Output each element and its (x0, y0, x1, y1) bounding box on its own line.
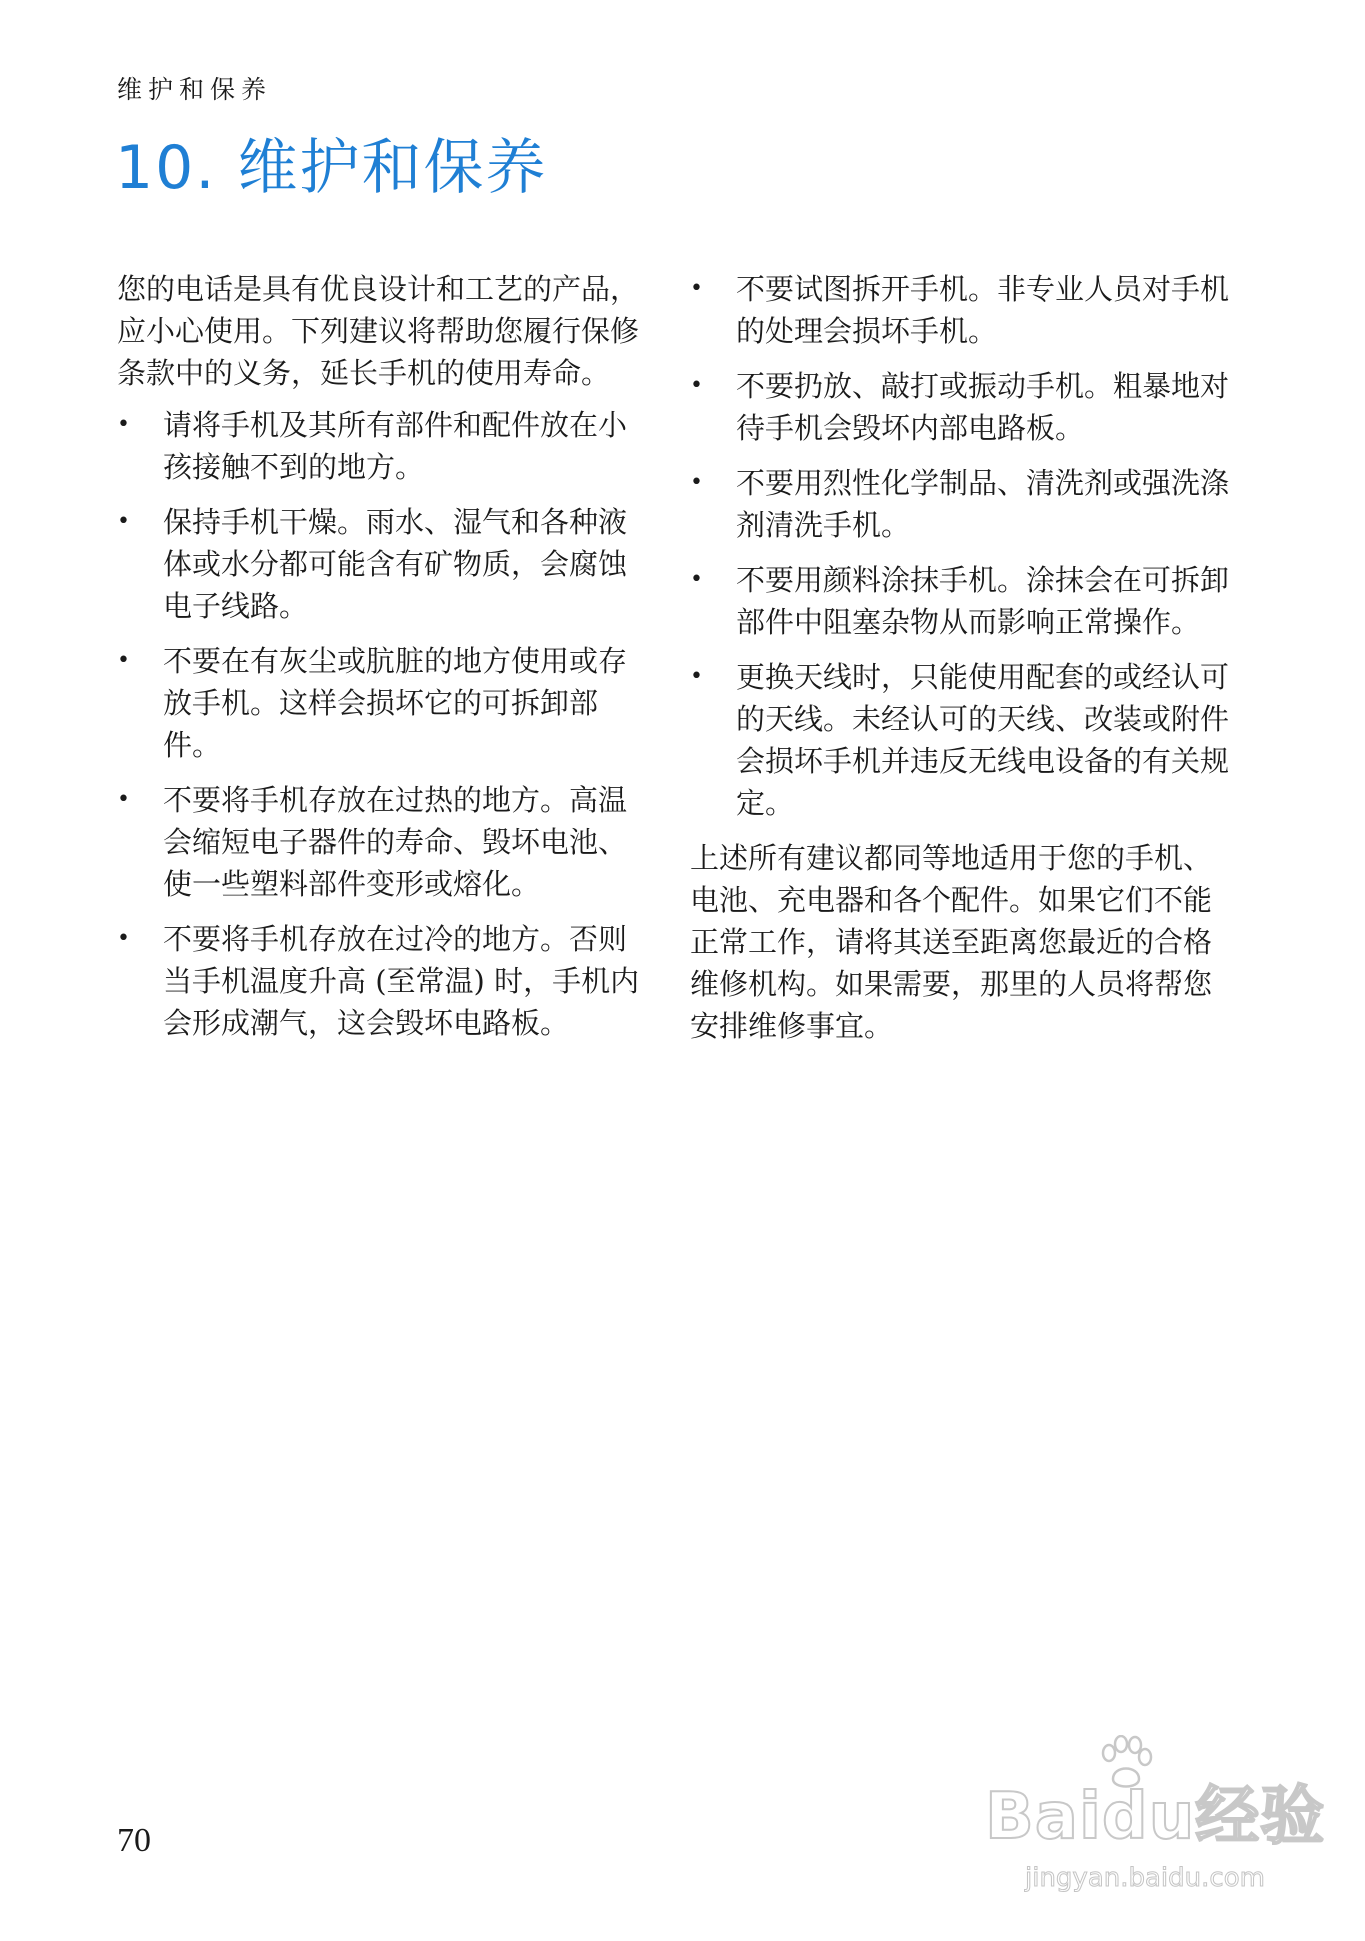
list-item-text: 不要在有灰尘或肮脏的地方使用或存放手机。这样会损坏它的可拆卸部件。 (163, 644, 628, 762)
bullet-icon: • (117, 509, 130, 534)
list-item-text: 不要试图拆开手机。非专业人员对手机的处理会损坏手机。 (736, 272, 1230, 348)
bullet-icon: • (690, 470, 703, 495)
list-item-text: 更换天线时，只能使用配套的或经认可的天线。未经认可的天线、改装或附件会损坏手机并违反无线电设备的有关规定。 (736, 660, 1230, 820)
right-bullet-list (690, 268, 1230, 824)
list-item (117, 640, 647, 766)
left-bullet-list (117, 404, 647, 1044)
list-item-text: 不要将手机存放在过冷的地方。否则当手机温度升高 (至常温) 时，手机内会形成潮气，这会毁坏电路板。 (163, 922, 640, 1040)
chapter-title: 10. 维护和保养 (115, 133, 548, 203)
closing-paragraph: 上述所有建议都同等地适用于您的手机、电池、充电器和各个配件。如果它们不能正常工作，请将其送至距离您最近的合格维修机构。如果需要，那里的人员将帮您安排维修事宜。 (690, 841, 1213, 1043)
bullet-icon: • (690, 664, 703, 689)
bullet-icon: • (690, 276, 703, 301)
list-item-text: 不要将手机存放在过热的地方。高温会缩短电子器件的寿命、毁坏电池、使一些塑料部件变形或熔化。 (163, 783, 628, 901)
list-item-text: 不要扔放、敲打或振动手机。粗暴地对待手机会毁坏内部电路板。 (736, 369, 1230, 445)
watermark-url: jingyan.baidu.com (1025, 1863, 1265, 1893)
bullet-icon: • (690, 567, 703, 592)
intro-paragraph: 您的电话是具有优良设计和工艺的产品，应小心使用。下列建议将帮助您履行保修条款中的义务，延长手机的使用寿命。 (117, 272, 640, 390)
bullet-icon: • (117, 412, 130, 437)
list-item (690, 559, 1230, 643)
right-column (690, 268, 1230, 1057)
bullet-icon: • (117, 787, 130, 812)
bullet-icon: • (117, 648, 130, 673)
watermark-logo-text: Baidu经验 (985, 1780, 1326, 1854)
list-item (117, 779, 647, 905)
list-item-text: 不要用烈性化学制品、清洗剂或强洗涤剂清洗手机。 (736, 466, 1230, 542)
list-item (117, 404, 647, 488)
list-item (690, 365, 1230, 449)
bullet-icon: • (690, 373, 703, 398)
bullet-icon: • (117, 926, 130, 951)
list-item-text: 请将手机及其所有部件和配件放在小孩接触不到的地方。 (163, 408, 628, 484)
baidu-jingyan-watermark (965, 1745, 1326, 1915)
list-item (117, 501, 647, 627)
page-number: 70 (117, 1822, 151, 1859)
list-item (690, 268, 1230, 352)
list-item-text: 保持手机干燥。雨水、湿气和各种液体或水分都可能含有矿物质，会腐蚀电子线路。 (163, 505, 628, 623)
running-header: 维护和保养 (117, 75, 273, 104)
list-item (690, 656, 1230, 824)
list-item (690, 462, 1230, 546)
list-item (117, 918, 647, 1044)
left-column (117, 268, 647, 1057)
list-item-text: 不要用颜料涂抹手机。涂抹会在可拆卸部件中阻塞杂物从而影响正常操作。 (736, 563, 1230, 639)
